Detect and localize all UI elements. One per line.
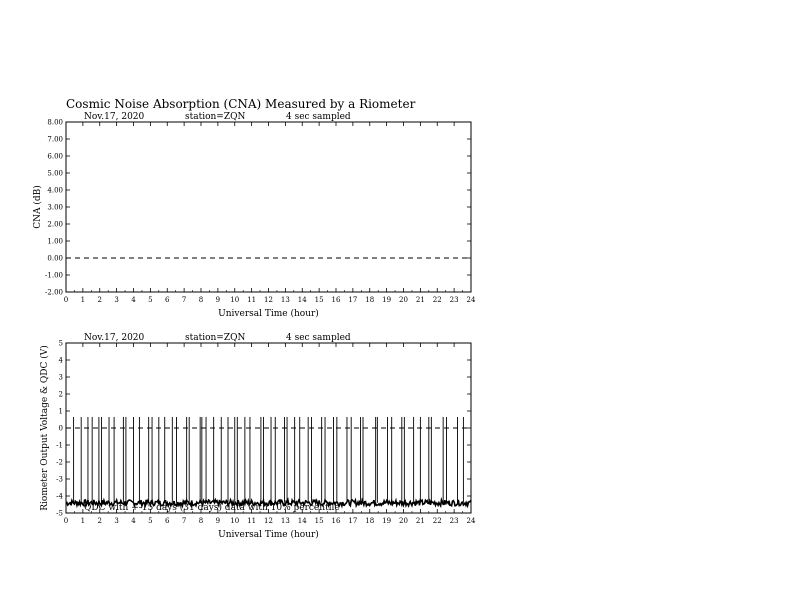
cna-x-tick-label: 22: [432, 296, 442, 304]
rio-y-tick-label: -5: [56, 509, 63, 518]
rio-date: Nov.17, 2020: [84, 333, 145, 343]
rio-x-tick-label: 10: [230, 517, 240, 525]
rio-x-tick-label: 13: [280, 517, 290, 525]
rio-x-tick-label: 8: [198, 517, 204, 525]
cna-y-tick-label: 2.00: [47, 220, 63, 229]
rio-x-label: Universal Time (hour): [218, 530, 319, 540]
cna-x-axis: [64, 122, 476, 304]
cna-x-tick-label: 17: [348, 296, 358, 304]
cna-y-tick-label: -1.00: [45, 271, 63, 280]
cna-x-tick-label: 20: [399, 296, 408, 304]
cna-panel: [32, 112, 476, 319]
cna-x-tick-label: 23: [449, 296, 459, 304]
cna-station: station=ZQN: [185, 112, 246, 122]
rio-x-tick-label: 24: [466, 517, 476, 525]
cna-x-tick-label: 13: [280, 296, 290, 304]
rio-y-tick-label: 1: [58, 407, 63, 416]
rio-x-tick-label: 23: [449, 517, 459, 525]
rio-y-label: Riometer Output Voltage & QDC (V): [40, 345, 50, 511]
cna-x-tick-label: 1: [80, 296, 86, 304]
rio-x-tick-label: 11: [247, 517, 257, 525]
cna-x-tick-label: 6: [165, 296, 170, 304]
rio-x-tick-label: 14: [297, 517, 307, 525]
rio-y-tick-label: 2: [58, 390, 63, 399]
cna-plot-frame: [66, 122, 471, 292]
rio-x-tick-label: 21: [415, 517, 425, 525]
cna-x-tick-label: 19: [382, 296, 392, 304]
cna-date: Nov.17, 2020: [84, 112, 145, 122]
cna-x-tick-label: 2: [97, 296, 102, 304]
rio-x-tick-label: 0: [63, 517, 69, 525]
cna-x-tick-label: 16: [331, 296, 341, 304]
cna-x-tick-label: 7: [181, 296, 187, 304]
figure-title: Cosmic Noise Absorption (CNA) Measured by a Riometer: [66, 97, 416, 111]
cna-x-tick-label: 24: [466, 296, 476, 304]
rio-y-tick-label: 4: [58, 356, 63, 365]
cna-y-tick-label: 8.00: [47, 118, 63, 127]
rio-x-tick-label: 9: [215, 517, 221, 525]
rio-x-tick-label: 19: [382, 517, 392, 525]
cna-y-tick-label: 0.00: [47, 254, 63, 263]
rio-x-tick-label: 16: [331, 517, 341, 525]
cna-x-tick-label: 10: [230, 296, 240, 304]
rio-y-tick-label: 5: [58, 339, 63, 348]
rio-x-tick-label: 12: [264, 517, 273, 525]
qdc-annotation: QDC with +-15 days (31 days) data with 10% percentile: [84, 503, 340, 513]
rio-x-tick-label: 2: [97, 517, 102, 525]
rio-x-tick-label: 5: [148, 517, 153, 525]
rio-station: station=ZQN: [185, 333, 246, 343]
rio-series: [66, 417, 471, 506]
cna-y-tick-label: 4.00: [47, 186, 63, 195]
rio-x-tick-label: 22: [432, 517, 442, 525]
riometer-panel: [39, 333, 476, 540]
cna-y-tick-label: 7.00: [47, 135, 63, 144]
rio-x-tick-label: 7: [181, 517, 187, 525]
cna-y-tick-label: 1.00: [47, 237, 63, 246]
cna-x-tick-label: 14: [297, 296, 307, 304]
cna-x-tick-label: 15: [314, 296, 324, 304]
cna-sampling: 4 sec sampled: [286, 112, 351, 122]
rio-x-tick-label: 17: [348, 517, 358, 525]
cna-x-tick-label: 12: [264, 296, 273, 304]
rio-sampling: 4 sec sampled: [286, 333, 351, 343]
rio-y-tick-label: 0: [58, 424, 63, 433]
cna-y-label: CNA (dB): [33, 185, 43, 229]
cna-y-tick-label: 6.00: [47, 152, 63, 161]
rio-y-tick-label: 3: [58, 373, 63, 382]
cna-x-tick-label: 18: [365, 296, 375, 304]
rio-x-tick-label: 4: [131, 517, 136, 525]
cna-x-tick-label: 21: [415, 296, 425, 304]
rio-x-tick-label: 18: [365, 517, 375, 525]
cna-x-tick-label: 11: [247, 296, 257, 304]
rio-y-tick-label: -2: [56, 458, 63, 467]
rio-x-tick-label: 15: [314, 517, 324, 525]
rio-x-tick-label: 20: [399, 517, 408, 525]
cna-y-axis: [45, 119, 471, 297]
cna-x-tick-label: 0: [63, 296, 69, 304]
rio-x-tick-label: 3: [114, 517, 119, 525]
rio-x-tick-label: 6: [165, 517, 170, 525]
cna-x-tick-label: 9: [215, 296, 221, 304]
rio-y-tick-label: -1: [56, 441, 63, 450]
cna-x-label: Universal Time (hour): [218, 309, 319, 319]
rio-y-tick-label: -4: [56, 492, 63, 501]
rio-x-tick-label: 1: [80, 517, 86, 525]
cna-y-tick-label: -2.00: [45, 288, 63, 297]
cna-x-tick-label: 3: [114, 296, 119, 304]
cna-x-tick-label: 4: [131, 296, 136, 304]
cna-x-tick-label: 5: [148, 296, 153, 304]
rio-y-tick-label: -3: [56, 475, 63, 484]
cna-x-tick-label: 8: [198, 296, 204, 304]
cna-y-tick-label: 3.00: [47, 203, 63, 212]
cna-y-tick-label: 5.00: [47, 169, 63, 178]
